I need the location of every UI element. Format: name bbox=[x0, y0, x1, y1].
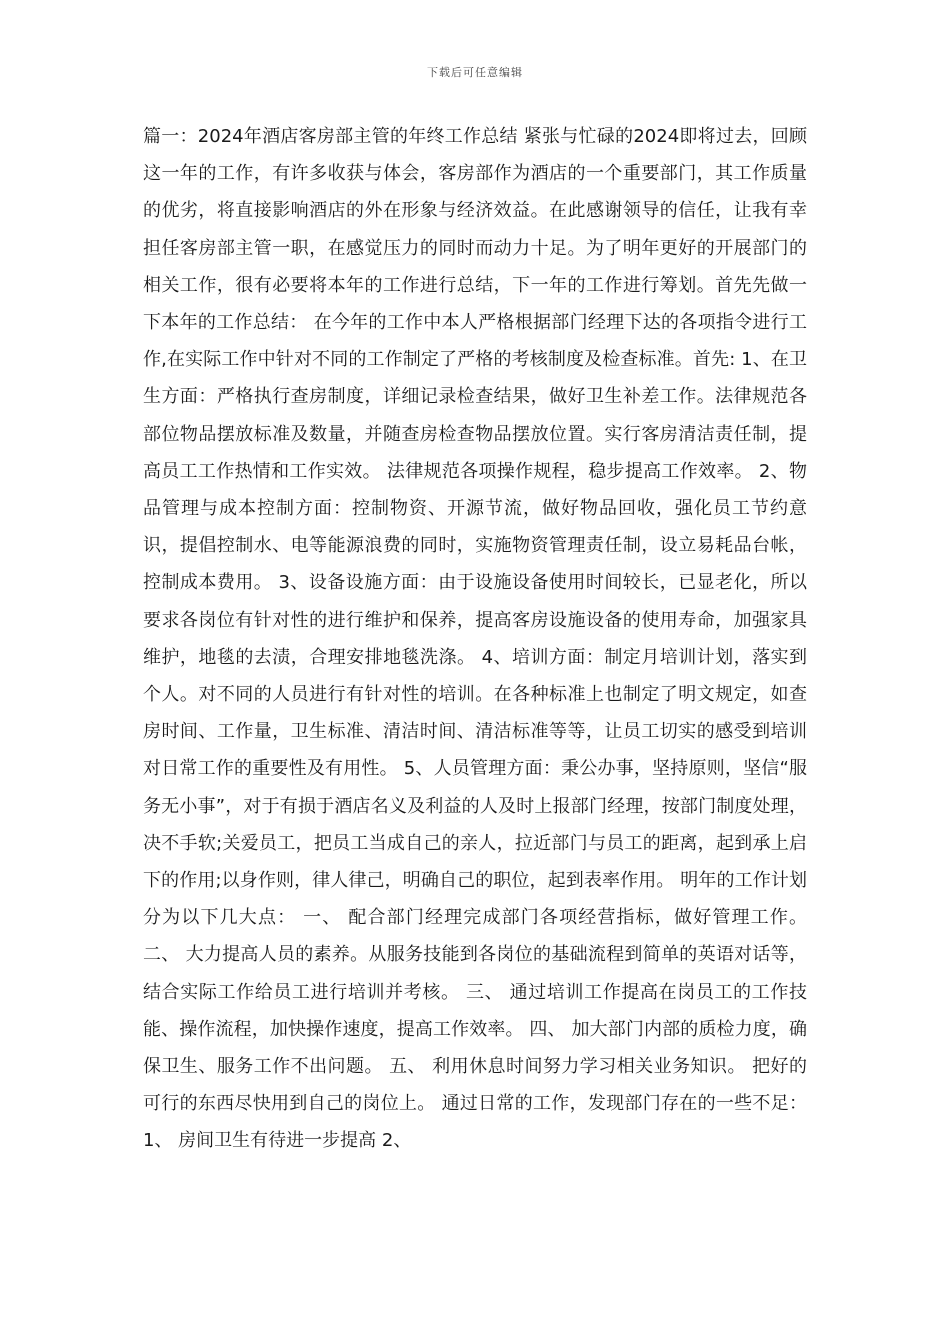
page-header: 下载后可任意编辑 bbox=[427, 66, 523, 79]
body-paragraph: 篇一：2024年酒店客房部主管的年终工作总结 紧张与忙碌的2024即将过去，回顾这一年的工作，有许多收获与体会，客房部作为酒店的一个重要部门，其工作质量的优劣，将直接影响酒店的外在形象与经济效益。在此感谢领导的信任，让我有幸担任客房部主管一职，在感觉压力的同时而动力十足。为了明年更好的开展部门的相关工作，很有必要将本年的工作进行总结，下一年的工作进行筹划。首先先做一下本年的工作总结： 在今年的工作中本人严格根据部门经理下达的各项指令进行工作,在实际工作中针对不同的工作制定了严格的考核制度及检查标准。首先: 1、在卫生方面：严格执行查房制度，详细记录检查结果，做好卫生补差工作。法律规范各部位物品摆放标准及数量，并随查房检查物品摆放位置。实行客房清洁责任制，提高员工工作热情和工作实效。 法律规范各项操作规程，稳步提高工作效率。 2、物品管理与成本控制方面：控制物资、开源节流，做好物品回收，强化员工节约意识，提倡控制水、电等能源浪费的同时，实施物资管理责任制，设立易耗品台帐，控制成本费用。 3、设备设施方面：由于设施设备使用时间较长，已显老化，所以要求各岗位有针对性的进行维护和保养，提高客房设施设备的使用寿命，加强家具维护，地毯的去渍，合理安排地毯洗涤。 4、培训方面：制定月培训计划，落实到个人。对不同的人员进行有针对性的培训。在各种标准上也制定了明文规定，如查房时间、工作量，卫生标准、清洁时间、清洁标准等等，让员工切实的感受到培训对日常工作的重要性及有用性。 5、人员管理方面：秉公办事，坚持原则，坚信“服务无小事”，对于有损于酒店名义及利益的人及时上报部门经理，按部门制度处理，决不手软;关爱员工，把员工当成自己的亲人，拉近部门与员工的距离，起到承上启下的作用;以身作则，律人律己，明确自己的职位，起到表率作用。 明年的工作计划分为以下几大点： 一、 配合部门经理完成部门各项经营指标，做好管理工作。 二、 大力提高人员的素养。从服务技能到各岗位的基础流程到简单的英语对话等，结合实际工作给员工进行培训并考核。 三、 通过培训工作提高在岗员工的工作技能、操作流程，加快操作速度，提高工作效率。 四、 加大部门内部的质检力度，确保卫生、服务工作不出问题。 五、 利用休息时间努力学习相关业务知识。 把好的可行的东西尽快用到自己的岗位上。 通过日常的工作，发现部门存在的一些不足： 1、 房间卫生有待进一步提高 2、 bbox=[143, 126, 807, 1152]
